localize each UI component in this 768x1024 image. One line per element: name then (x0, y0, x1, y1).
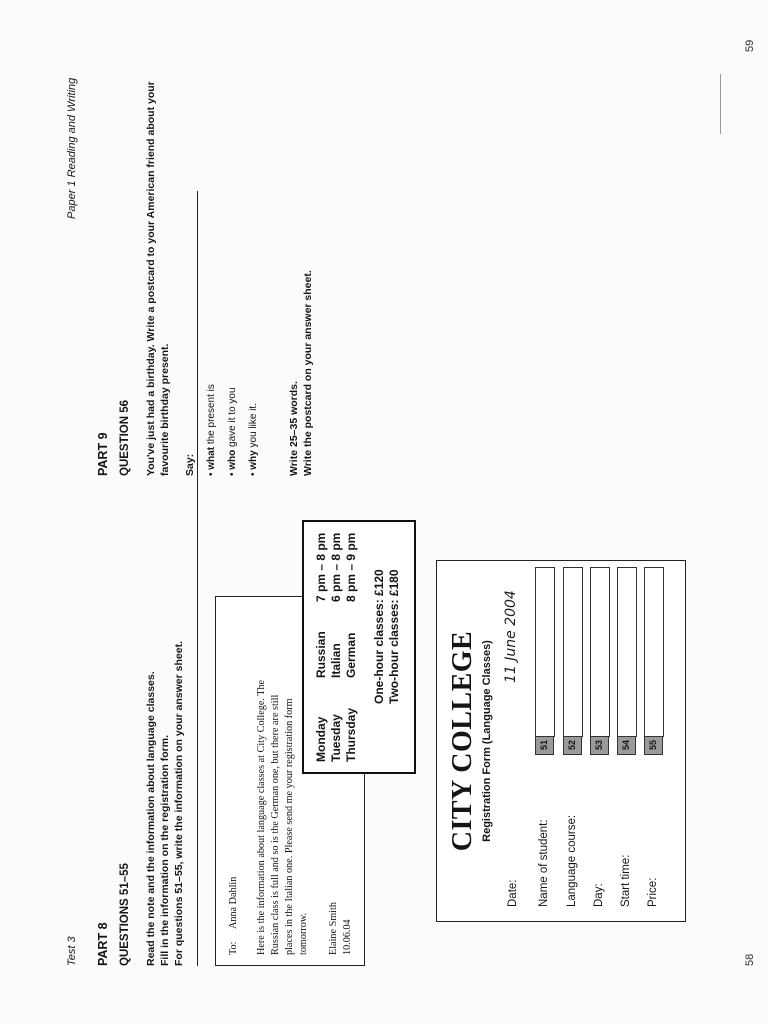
start-time-label: Start time: (620, 854, 632, 907)
left-page-header: Test 3 (66, 936, 78, 966)
timetable-time: 7 pm – 8 pm (314, 532, 328, 602)
question-51-number: 51 (535, 735, 554, 755)
bullet-keyword: what (206, 446, 217, 470)
instruction-line: For questions 51–55, write the information on your answer sheet. (173, 641, 185, 966)
note-to-label: To: (228, 941, 239, 955)
class-timetable (302, 520, 416, 774)
margin-mark (720, 74, 721, 134)
bullet-icon: • (206, 469, 217, 476)
one-hour-price: One-hour classes: £120 (372, 569, 386, 704)
right-page-header: Paper 1 Reading and Writing (66, 77, 78, 219)
prompt-line: You've just had a birthday. Write a postcard to your American friend about your (145, 81, 157, 476)
left-page-number: 58 (744, 953, 756, 966)
timetable-time: 6 pm – 8 pm (329, 532, 343, 602)
prompt-line: favourite birthday present. (159, 343, 171, 476)
note-body-line: tomorrow. (298, 912, 309, 955)
note-body-line: Russian class is full and so is the German one, but there are still (270, 694, 281, 955)
bullet-keyword: why (248, 450, 259, 470)
note-to-name: Anna Dahlin (228, 876, 239, 929)
questions-51-55-heading: QUESTIONS 51–55 (119, 863, 131, 966)
timetable-day: Monday (314, 716, 328, 762)
note-signature: Elaine Smith (328, 902, 339, 955)
name-of-student-label: Name of student: (538, 819, 550, 907)
form-subtitle: Registration Form (Language Classes) (481, 640, 493, 842)
two-hour-price: Two-hour classes: £180 (387, 569, 401, 704)
bullet-item (227, 387, 238, 476)
handwritten-date: 11 June 2004 (503, 590, 519, 683)
timetable-time: 8 pm – 9 pm (344, 532, 358, 602)
bullet-item (206, 384, 217, 476)
note-body-line: Here is the information about language classes at City College. The (256, 679, 267, 955)
day-label: Day: (593, 883, 605, 907)
timetable-language: German (344, 632, 358, 678)
answer-sheet-instruction: Write the postcard on your answer sheet. (302, 270, 314, 476)
form-title: CITY COLLEGE (447, 630, 478, 852)
right-page-number: 59 (744, 39, 756, 52)
instruction-line: Fill in the information on the registration form. (159, 735, 171, 966)
instruction-line: Read the note and the information about language classes. (145, 671, 157, 966)
bullet-text: the present is (206, 384, 217, 447)
price-field[interactable] (644, 567, 664, 737)
say-label: Say: (184, 453, 196, 476)
language-course-label: Language course: (566, 814, 578, 907)
name-of-student-field[interactable] (535, 567, 555, 737)
question-55-number: 55 (644, 735, 663, 755)
question-56-heading: QUESTION 56 (119, 399, 131, 476)
bullet-icon: • (248, 469, 259, 476)
part-8-heading: PART 8 (96, 922, 110, 966)
timetable-day: Thursday (344, 707, 358, 762)
section-divider (197, 191, 198, 966)
day-field[interactable] (590, 567, 610, 737)
question-53-number: 53 (590, 735, 609, 755)
price-label: Price: (647, 877, 659, 907)
language-course-field[interactable] (563, 567, 583, 737)
bullet-text: gave it to you (227, 387, 238, 450)
question-52-number: 52 (563, 735, 582, 755)
question-54-number: 54 (617, 735, 636, 755)
timetable-day: Tuesday (329, 714, 343, 762)
note-body-line: places in the Italian one. Please send me your registration form (284, 698, 295, 955)
bullet-text: you like it. (248, 403, 259, 451)
word-count-instruction: Write 25–35 words. (288, 381, 300, 476)
timetable-language: Italian (329, 643, 343, 678)
timetable-language: Russian (314, 631, 328, 678)
bullet-keyword: who (227, 449, 238, 470)
start-time-field[interactable] (617, 567, 637, 737)
note-date: 10.06.04 (342, 919, 353, 955)
date-label: Date: (507, 879, 519, 907)
registration-form (436, 560, 686, 922)
part-9-heading: PART 9 (96, 432, 110, 476)
bullet-item (248, 403, 259, 476)
bullet-icon: • (227, 469, 238, 476)
